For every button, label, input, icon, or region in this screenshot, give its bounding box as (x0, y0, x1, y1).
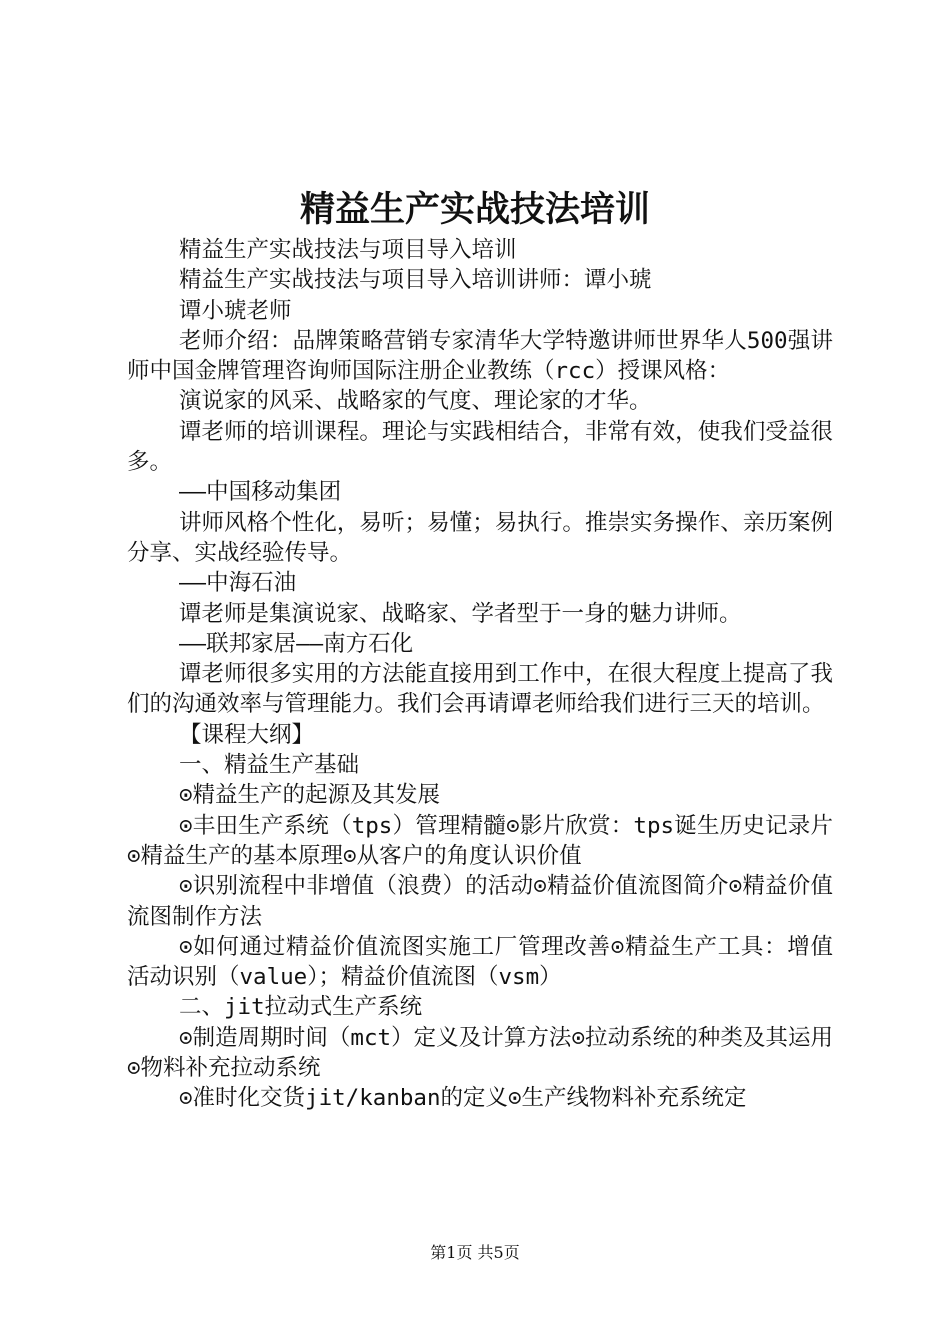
paragraph-outline-item: ⊙如何通过精益价值流图实施工厂管理改善⊙精益生产工具：增值活动识别（value）；精益价值流图（vsm） (127, 933, 833, 991)
page-footer: 第1页 共5页 (430, 1243, 520, 1262)
paragraph-outline-item: ⊙丰田生产系统（tps）管理精髓⊙影片欣赏：tps诞生历史记录片⊙精益生产的基本原理⊙从客户的角度认识价值 (127, 812, 833, 869)
paragraph-outline-item: ⊙识别流程中非增值（浪费）的活动⊙精益价值流图简介⊙精益价值流图制作方法 (127, 873, 833, 930)
paragraph-testimonial: 谭老师的培训课程。理论与实践相结合，非常有效，使我们受益很多。 (127, 418, 833, 476)
paragraph-outline-item: ⊙准时化交货jit/kanban的定义⊙生产线物料补充系统定 (179, 1085, 747, 1112)
document-body (127, 235, 833, 1114)
paragraph-testimonial-source: ——中国移动集团 (179, 479, 342, 506)
paragraph-outline-item: ⊙精益生产的起源及其发展 (179, 782, 441, 809)
paragraph-testimonial: 谭老师很多实用的方法能直接用到工作中，在很大程度上提高了我们的沟通效率与管理能力。我们会再请谭老师给我们进行三天的培训。 (127, 661, 833, 718)
paragraph-teacher-intro: 老师介绍：品牌策略营销专家清华大学特邀讲师世界华人500强讲师中国金牌管理咨询师国际注册企业教练（rcc）授课风格： (127, 327, 833, 385)
paragraph-outline-item: ⊙制造周期时间（mct）定义及计算方法⊙拉动系统的种类及其运用⊙物料补充拉动系统 (127, 1024, 833, 1082)
paragraph-section-heading: 二、jit拉动式生产系统 (179, 994, 423, 1021)
paragraph-teacher-name: 谭小琥老师 (179, 297, 292, 324)
document-title: 精益生产实战技法培训 (299, 189, 650, 230)
paragraph-teaching-style: 演说家的风采、战略家的气度、理论家的才华。 (179, 388, 652, 415)
paragraph-testimonial-source: ——联邦家居——南方石化 (179, 630, 414, 657)
paragraph-outline-heading: 【课程大纲】 (179, 721, 315, 748)
paragraph-section-heading: 一、精益生产基础 (179, 752, 360, 779)
paragraph-course-lecturer: 精益生产实战技法与项目导入培训讲师：谭小琥 (179, 267, 652, 294)
paragraph-testimonial: 谭老师是集演说家、战略家、学者型于一身的魅力讲师。 (179, 600, 742, 627)
paragraph-testimonial-source: ——中海石油 (179, 570, 297, 597)
paragraph-course-name: 精益生产实战技法与项目导入培训 (179, 237, 517, 263)
paragraph-testimonial: 讲师风格个性化，易听；易懂；易执行。推崇实务操作、亲历案例分享、实战经验传导。 (127, 509, 833, 566)
